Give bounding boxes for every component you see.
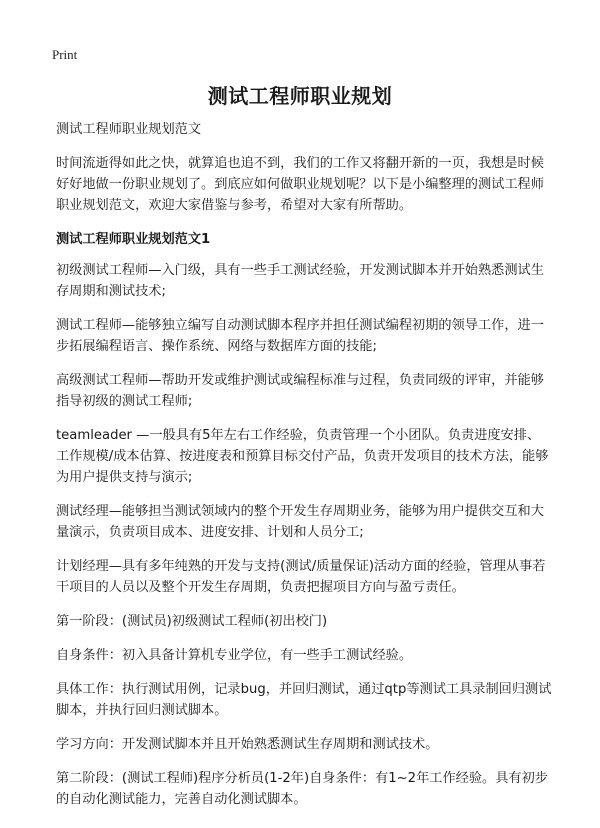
paragraph: 学习方向：开发测试脚本并且开始熟悉测试生存周期和测试技术。	[56, 737, 439, 752]
print-label: Print	[52, 47, 78, 62]
paragraph: 测试经理—能够担当测试领域内的整个开发生存周期业务，能够为用户提供交互和大量演示，负责项目成本、进度安排、计划和人员分工;	[56, 504, 544, 540]
paragraph: 第二阶段：(测试工程师)程序分析员(1-2年)自身条件：有1~2年工作经验。具有初步的自动化测试能力，完善自动化测试脚本。	[56, 771, 548, 807]
document-title: 测试工程师职业规划	[207, 84, 393, 108]
paragraph: 第一阶段：(测试员)初级测试工程师(初出校门)	[56, 614, 328, 629]
paragraph: 具体工作：执行测试用例，记录bug，并回归测试，通过qtp等测试工具录制回归测试脚本，并执行回归测试脚本。	[56, 682, 552, 718]
paragraph: 自身条件：初入具备计算机专业学位，有一些手工测试经验。	[56, 648, 413, 663]
paragraph: 测试工程师—能够独立编写自动测试脚本程序并担任测试编程初期的领导工作，进一步拓展编程语言、操作系统、网络与数据库方面的技能;	[56, 318, 544, 354]
paragraph: teamleader —一般具有5年左右工作经验，负责管理一个小团队。负责进度安排、工作规模/成本估算、按进度表和预算目标交付产品，负责开发项目的技术方法，能够为用户提供支持与演示;	[56, 428, 549, 485]
paragraph: 计划经理—具有多年纯熟的开发与支持(测试/质量保证)活动方面的经验，管理从事若干项目的人员以及整个开发生存周期，负责把握项目方向与盈亏责任。	[56, 559, 546, 595]
document-body	[56, 119, 552, 823]
paragraph: 高级测试工程师—帮助开发或维护测试或编程标准与过程，负责同级的评审，并能够指导初级的测试工程师;	[56, 373, 544, 409]
paragraph: 初级测试工程师—入门级，具有一些手工测试经验，开发测试脚本并开始熟悉测试生存周期和测试技术;	[56, 263, 544, 299]
intro-paragraph: 时间流逝得如此之快，就算追也追不到，我们的工作又将翻开新的一页，我想是时候好好地做一份职业规划了。到底应如何做职业规划呢？以下是小编整理的测试工程师职业规划范文，欢迎大家借鉴与参考，希望对大家有所帮助。	[56, 156, 544, 213]
section-heading: 测试工程师职业规划范文1	[56, 232, 211, 247]
document-subtitle: 测试工程师职业规划范文	[56, 122, 202, 137]
